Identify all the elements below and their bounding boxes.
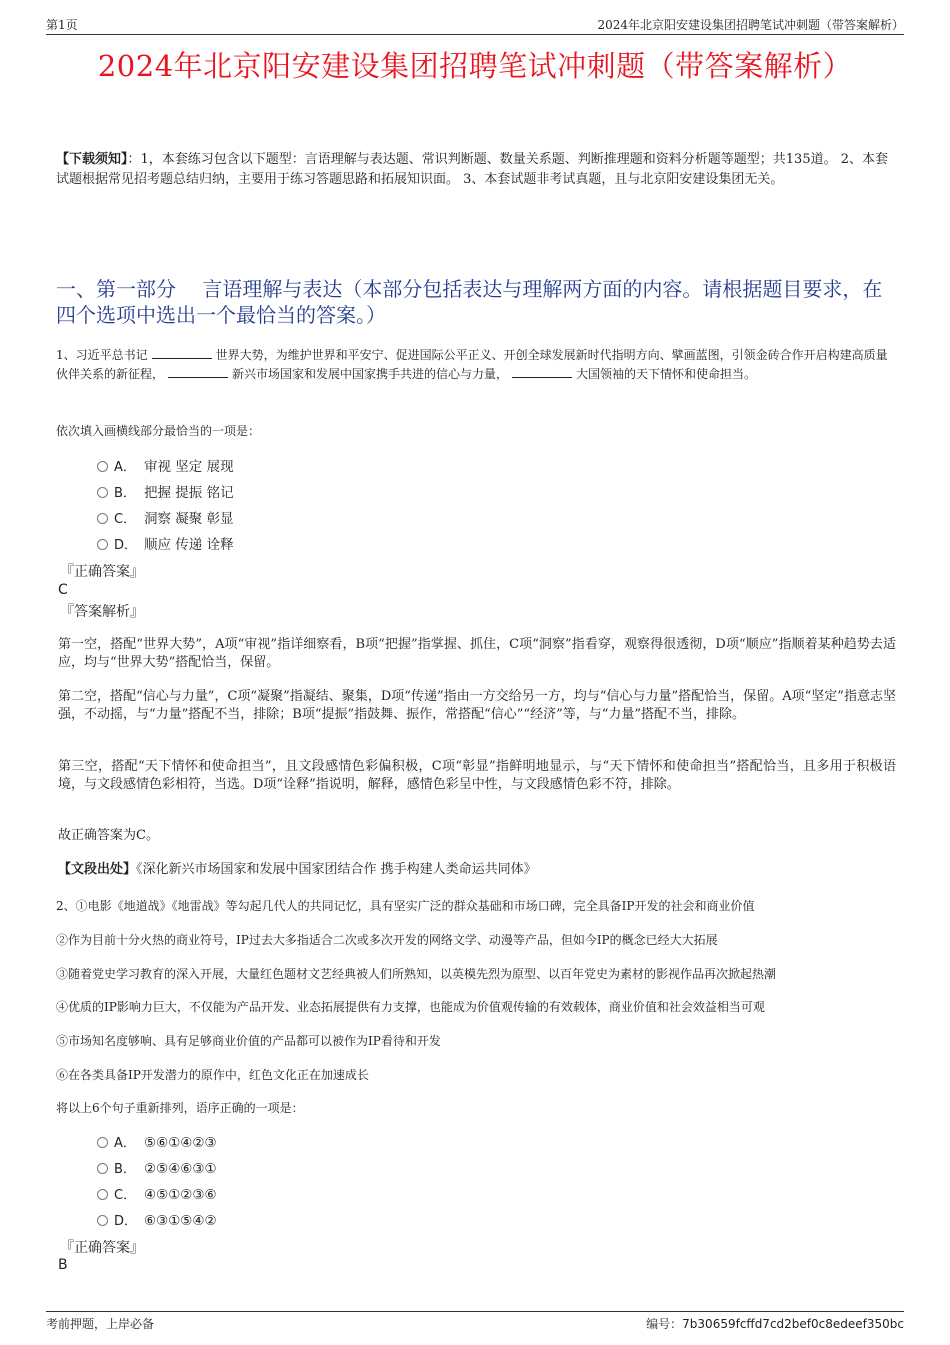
q1-analysis-para-1: 第一空，搭配“世界大势”，A项“审视”指详细察看，B项“把握”指掌握、抓住，C项“洞察”指看穿，观察得很透彻，D项“顺应”指顺着某种趋势去适应，均与“世界大势”搭配恰当，保留。 [58,637,896,670]
fill-blank [168,377,228,378]
q1-text-3: 新兴市场国家和发展中国家携手共进的信心与力量， [232,367,509,381]
radio-icon[interactable] [97,487,108,498]
q2-option-a[interactable] [97,1134,217,1153]
q2-answer-label: 『正确答案』 [60,1240,144,1256]
page-header [46,14,904,35]
option-text: ⑤⑥①④②③ [144,1135,217,1151]
q2-option-b[interactable] [97,1160,217,1179]
option-letter: B． [114,486,136,501]
option-letter: A． [114,460,136,475]
fill-blank [512,377,572,378]
q1-analysis-para-3: 第三空，搭配“天下情怀和使命担当”，且文段感情色彩偏积极，C项“彰显”指鲜明地显示，与“天下情怀和使命担当”搭配恰当，且多用于积极语境，与文段感情色彩相符，当选。D项“诠释”指说明，解释，感情色彩呈中性，与文段感情色彩不符，排除。 [58,759,896,792]
option-text: 顺应 传递 诠释 [144,537,234,553]
page-footer [46,1311,904,1332]
option-letter: D． [114,1214,138,1229]
q1-text-2: 世界大势，为维护世界和平安宁、促进国际公平正义、开创全球发展新时代指明方向、擘画蓝图，引领金砖合作开启构建高质量伙伴关系的新征程， [56,348,888,381]
option-text: 洞察 凝聚 彰显 [144,511,234,527]
radio-icon[interactable] [97,513,108,524]
question-2-prompt: 将以上6个句子重新排列，语序正确的一项是： [56,1101,304,1115]
q2-sentence-4: ④优质的IP影响力巨大，不仅能为产品开发、业态拓展提供有力支撑，也能成为价值观传输的有效载体，商业价值和社会效益相当可观 [56,1000,765,1014]
q1-option-b[interactable] [97,484,234,503]
option-text: ②⑤④⑥③① [144,1161,217,1177]
code-value: 7b30659fcffd7cd2bef0c8edeef350bc [682,1317,904,1331]
radio-icon[interactable] [97,1215,108,1226]
q2-answer: B [58,1257,68,1273]
q1-option-d[interactable] [97,536,234,555]
radio-icon[interactable] [97,461,108,472]
option-letter: C． [114,512,137,527]
q1-text-1: 1、习近平总书记 [56,348,148,362]
footer-code [646,1315,904,1332]
download-notice [56,150,898,190]
radio-icon[interactable] [97,1163,108,1174]
option-letter: C． [114,1188,137,1203]
q1-analysis-para-4: 故正确答案为C。 [58,828,159,843]
page-number: 第1页 [46,18,78,32]
footer-slogan: 考前押题，上岸必备 [46,1317,155,1331]
source-label: 【文段出处】 [58,862,137,877]
option-text: ⑥③①⑤④② [144,1213,217,1229]
q1-text-4: 大国领袖的天下情怀和使命担当。 [576,367,757,381]
q1-analysis-para-2: 第二空，搭配“信心与力量”，C项“凝聚”指凝结、聚集，D项“传递”指由一方交给另一方，均与“信心与力量”搭配恰当，保留。A项“坚定”指意志坚强，不动摇，与“力量”搭配不当，排除；B项“提振”指鼓舞、振作，常搭配“信心”“经济”等，与“力量”搭配不当，排除。 [58,689,896,722]
source-text: 《深化新兴市场国家和发展中国家团结合作 携手构建人类命运共同体》 [136,862,537,877]
radio-icon[interactable] [97,1137,108,1148]
fill-blank [152,358,212,359]
radio-icon[interactable] [97,1189,108,1200]
q1-source [58,861,896,879]
code-label: 编号： [646,1317,683,1331]
q2-sentence-1: 2、①电影《地道战》《地雷战》等勾起几代人的共同记忆，具有坚实广泛的群众基础和市场口碑，完全具备IP开发的社会和商业价值 [56,899,755,913]
q2-sentence-5: ⑤市场知名度够响、具有足够商业价值的产品都可以被作为IP看待和开发 [56,1034,441,1048]
question-1-stem [56,346,898,384]
section-heading: 一、第一部分 言语理解与表达（本部分包括表达与理解两方面的内容。请根据题目要求，在四个选项中选出一个最恰当的答案。） [56,277,883,327]
q2-sentence-3: ③随着党史学习教育的深入开展，大量红色题材文艺经典被人们所熟知，以英模先烈为原型、以百年党史为素材的影视作品再次掀起热潮 [56,967,777,981]
q1-option-c[interactable] [97,510,234,529]
option-text: ④⑤①②③⑥ [144,1187,217,1203]
q2-option-c[interactable] [97,1186,217,1205]
option-text: 把握 提振 铭记 [144,485,234,501]
notice-text: ：1，本套练习包含以下题型：言语理解与表达题、常识判断题、数量关系题、判断推理题和资料分析题等题型；共135道。 2、本套试题根据常见招考题总结归纳，主要用于练习答题思路和拓展知识面。 3、本套试题非考试真题，且与北京阳安建设集团无关。 [56,152,889,187]
radio-icon[interactable] [97,539,108,550]
q1-answer-label: 『正确答案』 [60,564,144,580]
question-1-prompt: 依次填入画横线部分最恰当的一项是： [56,424,261,438]
document-title: 2024年北京阳安建设集团招聘笔试冲刺题（带答案解析） [97,49,853,83]
option-letter: B． [114,1162,136,1177]
q1-answer: C [58,582,68,598]
option-letter: A． [114,1136,136,1151]
q1-option-a[interactable] [97,458,234,477]
q2-sentence-2: ②作为目前十分火热的商业符号，IP过去大多指适合二次或多次开发的网络文学、动漫等产品，但如今IP的概念已经大大拓展 [56,933,718,947]
header-doc-title: 2024年北京阳安建设集团招聘笔试冲刺题（带答案解析） [597,18,904,32]
q2-option-d[interactable] [97,1212,217,1231]
q2-sentence-6: ⑥在各类具备IP开发潜力的原作中，红色文化正在加速成长 [56,1068,369,1082]
q1-analysis-label: 『答案解析』 [60,604,144,620]
option-text: 审视 坚定 展现 [144,459,234,475]
notice-label: 【下载须知】 [56,152,128,167]
option-letter: D． [114,538,138,553]
